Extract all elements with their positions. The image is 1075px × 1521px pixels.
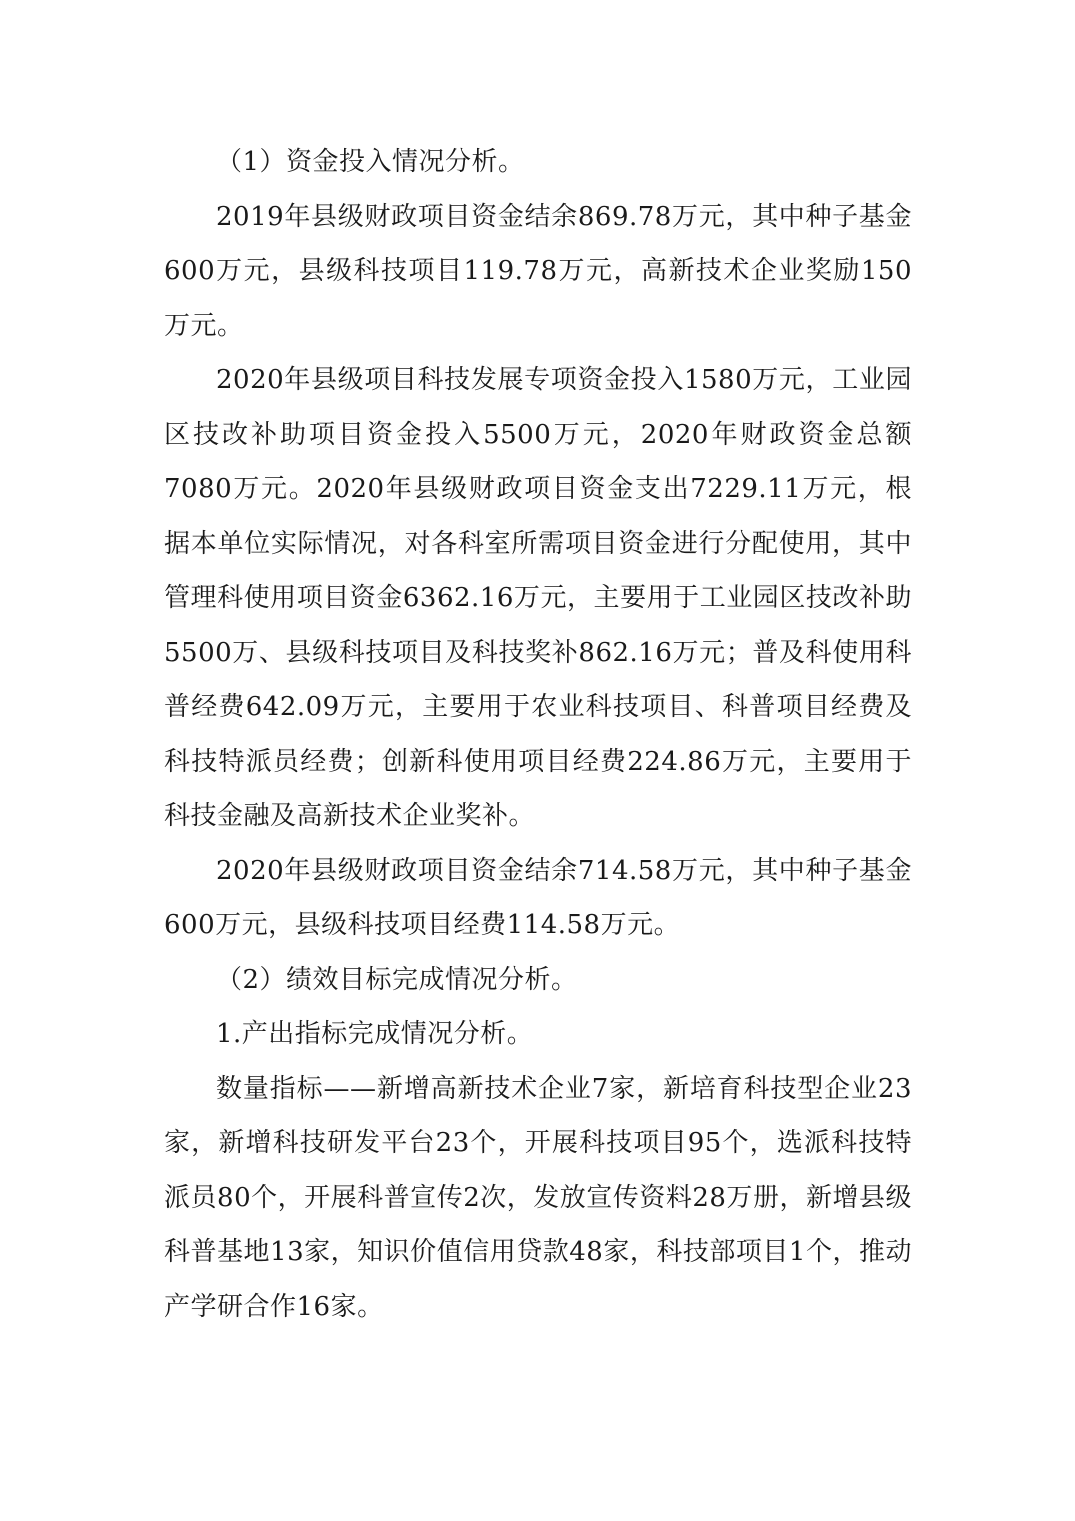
paragraph-2020-investment: 2020年县级项目科技发展专项资金投入1580万元，工业园区技改补助项目资金投入5500万元，2020年财政资金总额7080万元。2020年县级财政项目资金支出7229.11万元，根据本单位实际情况，对各科室所需项目资金进行分配使用，其中管理科使用项目资金6362.16万元，主要用于工业园区技改补助5500万、县级科技项目及科技奖补862.16万元；普及科使用科普经费642.09万元，主要用于农业科技项目、科普项目经费及科技特派员经费；创新科使用项目经费224.86万元，主要用于科技金融及高新技术企业奖补。 [164,365,912,831]
paragraph-quantity-indicators: 数量指标——新增高新技术企业7家，新培育科技型企业23家，新增科技研发平台23个，开展科技项目95个，选派科技特派员80个，开展科普宣传2次，发放宣传资料28万册，新增县级科普基地13家，知识价值信用贷款48家，科技部项目1个，推动产学研合作16家。 [164,1073,912,1322]
section-heading-funding: （1）资金投入情况分析。 [216,147,525,177]
paragraph-2019-balance: 2019年县级财政项目资金结余869.78万元，其中种子基金600万元，县级科技项目119.78万元，高新技术企业奖励150万元。 [164,201,912,341]
subsection-heading-output: 1.产出指标完成情况分析。 [216,1019,534,1049]
section-heading-performance: （2）绩效目标完成情况分析。 [216,964,578,995]
document-body [164,135,912,1334]
paragraph-2020-balance: 2020年县级财政项目资金结余714.58万元，其中种子基金600万元，县级科技项目经费114.58万元。 [164,855,912,940]
